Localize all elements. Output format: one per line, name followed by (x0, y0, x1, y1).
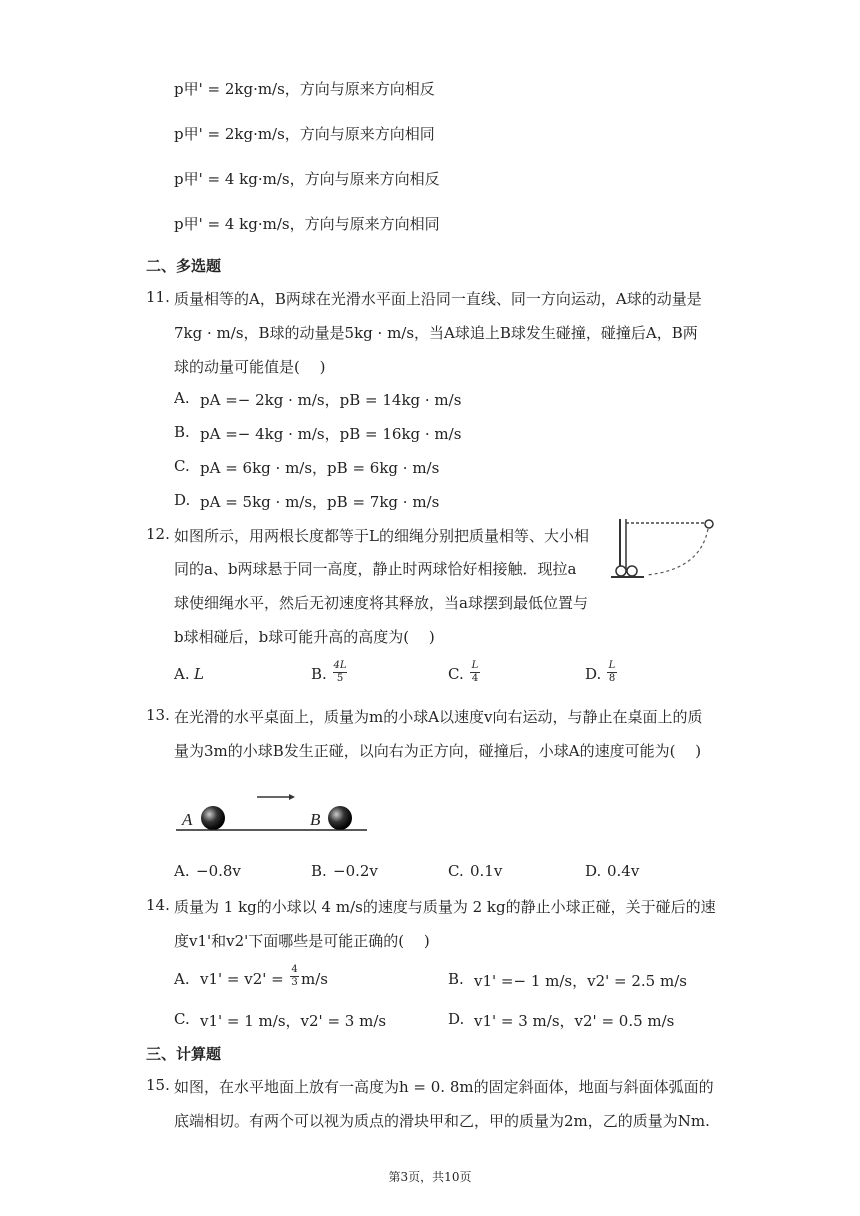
collision-figure (172, 785, 372, 835)
q12-stem-line1: 如图所示，用两根长度都等于L的细绳分别把质量相等、大小相 (174, 527, 589, 545)
q12-option-d-denominator: 8 (608, 673, 616, 684)
q14-option-c-text: v1' = 1 m/s，v2' = 3 m/s (200, 1012, 387, 1030)
q12-option-c-numerator: L (471, 660, 479, 671)
q12-option-d-numerator: L (608, 660, 616, 671)
q14-option-d: D. (448, 1010, 465, 1028)
q12-option-a: A. (174, 665, 190, 683)
q14-number: 14. (146, 896, 170, 914)
q11-number: 11. (146, 288, 170, 306)
q13-number: 13. (146, 706, 170, 724)
q14-option-b: B. (448, 970, 464, 988)
section-heading-calculation: 三、计算题 (146, 1045, 222, 1063)
page-footer: 第3页，共10页 (388, 1170, 472, 1184)
q12-option-b-fraction (333, 660, 347, 685)
q14-stem-line1: 质量为 1 kg的小球以 4 m/s的速度与质量为 2 kg的静止小球正碰，关于碰后的速 (174, 898, 716, 916)
q11-stem-line1: 质量相等的A，B两球在光滑水平面上沿同一直线、同一方向运动，A球的动量是 (174, 290, 702, 308)
q15-stem-line2: 底端相切。有两个可以视为质点的滑块甲和乙，甲的质量为2m，乙的质量为Nm. (174, 1112, 710, 1130)
ball-a-label: A (182, 810, 193, 829)
q13-stem-line1: 在光滑的水平桌面上，质量为m的小球A以速度v向右运动，与静止在桌面上的质 (174, 708, 703, 726)
q13-stem-line2: 量为3m的小球B发生正碰，以向右为正方向，碰撞后，小球A的速度可能为( ) (174, 742, 702, 760)
q13-option-c-text: 0.1v (470, 862, 503, 880)
ball-b-label: B (310, 810, 321, 829)
q14-option-b-text: v1' =− 1 m/s，v2' = 2.5 m/s (474, 972, 687, 990)
q14-option-a-unit: m/s (301, 970, 328, 988)
q11-option-c-text: pA = 6kg · m/s，pB = 6kg · m/s (200, 459, 440, 477)
q11-option-b: B. (174, 423, 190, 441)
q11-option-a: A. (174, 389, 190, 407)
q14-option-a-fraction (290, 964, 299, 989)
q13-option-c: C. (448, 862, 464, 880)
q12-option-d-fraction (607, 660, 617, 685)
q11-option-d: D. (174, 491, 191, 509)
ball-a (201, 806, 225, 830)
q11-stem-line2: 7kg · m/s，B球的动量是5kg · m/s，当A球追上B球发生碰撞，碰撞后A，B两 (174, 324, 698, 342)
section-heading-multi-choice: 二、多选题 (146, 257, 222, 275)
q11-option-b-text: pA =− 4kg · m/s，pB = 16kg · m/s (200, 425, 462, 443)
q15-stem-line1: 如图，在水平地面上放有一高度为h = 0. 8m的固定斜面体，地面与斜面体弧面的 (174, 1078, 714, 1096)
q13-option-b: B. (311, 862, 327, 880)
q12-stem-line2: 同的a、b两球悬于同一高度，静止时两球恰好相接触．现拉a (174, 560, 577, 578)
q12-option-a-text: L (194, 665, 204, 683)
q12-option-b-numerator: 4L (333, 660, 347, 671)
q14-option-d-text: v1' = 3 m/s，v2' = 0.5 m/s (474, 1012, 675, 1030)
q13-option-d: D. (585, 862, 602, 880)
q10-option-b: p甲' = 2kg·m/s，方向与原来方向相同 (174, 125, 435, 143)
q12-option-c-denominator: 4 (471, 673, 479, 684)
q12-option-b: B. (311, 665, 327, 683)
q10-option-d: p甲' = 4 kg·m/s，方向与原来方向相同 (174, 215, 440, 233)
q15-number: 15. (146, 1076, 170, 1094)
q13-option-d-text: 0.4v (607, 862, 640, 880)
q12-stem-line4: b球相碰后，b球可能升高的高度为( ) (174, 628, 435, 646)
pendulum-figure (608, 515, 723, 610)
ball-b (328, 806, 352, 830)
q13-option-b-text: −0.2v (333, 862, 378, 880)
q11-option-c: C. (174, 457, 190, 475)
q12-option-c-fraction (470, 660, 480, 685)
q12-number: 12. (146, 525, 170, 543)
q12-stem-line3: 球使细绳水平，然后无初速度将其释放，当a球摆到最低位置与 (174, 594, 588, 612)
q14-option-a: A. (174, 970, 190, 988)
q14-option-a-denominator: 3 (291, 977, 298, 988)
q10-option-a: p甲' = 2kg·m/s，方向与原来方向相反 (174, 80, 435, 98)
q14-option-a-text: v1' = v2' = (200, 970, 284, 988)
q12-option-c: C. (448, 665, 464, 683)
q13-option-a: A. (174, 862, 190, 880)
q12-option-b-denominator: 5 (336, 673, 344, 684)
q14-option-a-numerator: 4 (291, 964, 298, 975)
q14-option-c: C. (174, 1010, 190, 1028)
q11-stem-line3: 球的动量可能值是( ) (174, 358, 326, 376)
q11-option-d-text: pA = 5kg · m/s，pB = 7kg · m/s (200, 493, 440, 511)
q10-option-c: p甲' = 4 kg·m/s，方向与原来方向相反 (174, 170, 440, 188)
q14-stem-line2: 度v1'和v2'下面哪些是可能正确的( ) (174, 932, 430, 950)
q12-option-d: D. (585, 665, 602, 683)
q13-option-a-text: −0.8v (196, 862, 241, 880)
q11-option-a-text: pA =− 2kg · m/s，pB = 14kg · m/s (200, 391, 462, 409)
